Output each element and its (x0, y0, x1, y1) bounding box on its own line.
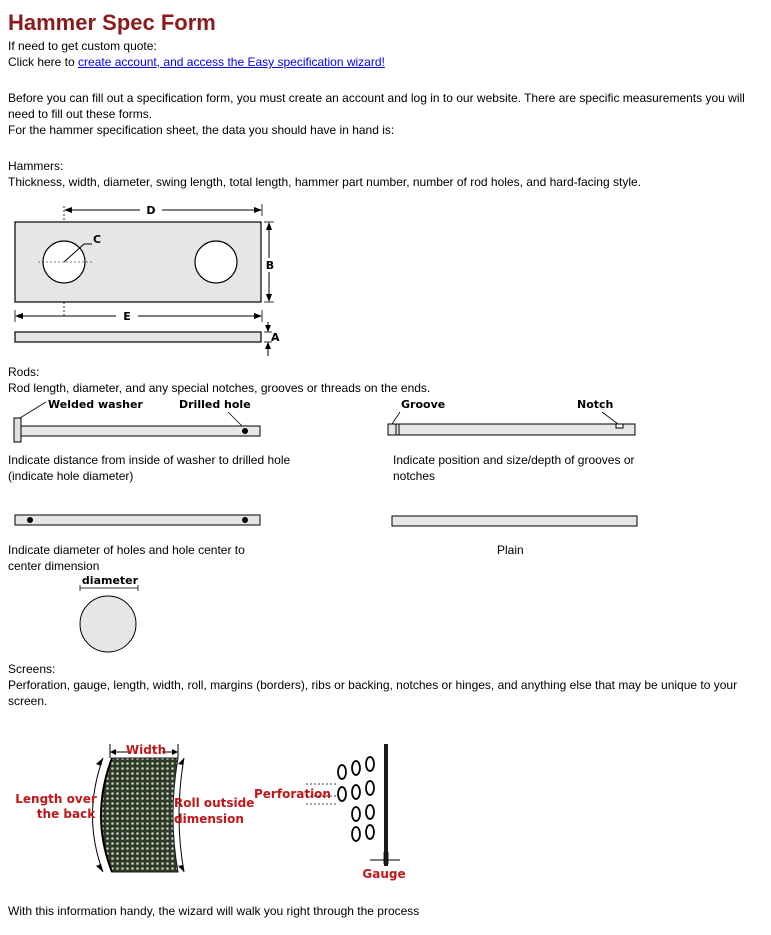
notch-label: Notch (577, 398, 614, 411)
screens-heading: Screens: (8, 662, 56, 676)
rods-heading: Rods: (8, 365, 40, 379)
before-paragraph: Before you can fill out a specification form, you must create an account and log in to our website. There are specific measurements you will need to fill out these forms. (8, 91, 745, 121)
page-title: Hammer Spec Form (8, 10, 216, 35)
intro-link-line (8, 54, 385, 70)
rod-groove-diagram (380, 394, 650, 446)
screens-diagram (0, 736, 420, 886)
dim-c-label: C (93, 233, 102, 246)
dim-d-label: D (146, 204, 156, 217)
hammers-description: Thickness, width, diameter, swing length, total length, hammer part number, number of rod holes, and hard-facing style. (8, 175, 641, 189)
rod-diameter-diagram (70, 572, 150, 656)
hammer-diagram (0, 196, 290, 366)
intro-prefix: Click here to (8, 55, 79, 69)
rod-caption-2: Indicate position and size/depth of grooves or notches (393, 453, 635, 483)
width-label: Width (125, 743, 167, 757)
create-account-link[interactable]: create account, and access the Easy specification wizard! (78, 55, 385, 69)
length-label-line-2: the back (36, 807, 96, 821)
perforation-label: Perforation (254, 787, 331, 801)
hammers-heading: Hammers: (8, 159, 64, 173)
rod-caption-3: Indicate diameter of holes and hole center to center dimension (8, 543, 245, 573)
length-label-line-1: Length over (15, 792, 97, 806)
gauge-label: Gauge (362, 867, 406, 881)
drilled-hole-label: Drilled hole (179, 398, 251, 411)
rod-washer-diagram (0, 394, 280, 446)
rods-description: Rod length, diameter, and any special notches, grooves or threads on the ends. (8, 381, 431, 395)
closing-line: With this information handy, the wizard will walk you right through the process (8, 904, 420, 918)
dim-a-label: A (271, 331, 280, 344)
screens-description: Perforation, gauge, length, width, roll, margins (borders), ribs or backing, notches or hinges, and anything else that may be unique to your screen. (8, 678, 738, 708)
groove-label: Groove (401, 398, 446, 411)
dim-b-label: B (265, 259, 275, 272)
dim-e-label: E (123, 310, 131, 323)
rod-caption-1: Indicate distance from inside of washer to drilled hole (indicate hole diameter) (8, 453, 291, 483)
rod-holes-diagram (0, 508, 280, 532)
roll-label-line-1: Roll outside (174, 796, 255, 810)
diameter-label: diameter (81, 574, 139, 587)
welded-washer-label: Welded washer (48, 398, 143, 411)
rod-caption-4: Plain (497, 543, 524, 557)
roll-label-line-2: dimension (174, 812, 244, 826)
data-line: For the hammer specification sheet, the data you should have in hand is: (8, 123, 395, 137)
rod-plain-diagram (380, 508, 650, 532)
intro-line: If need to get custom quote: (8, 39, 157, 53)
